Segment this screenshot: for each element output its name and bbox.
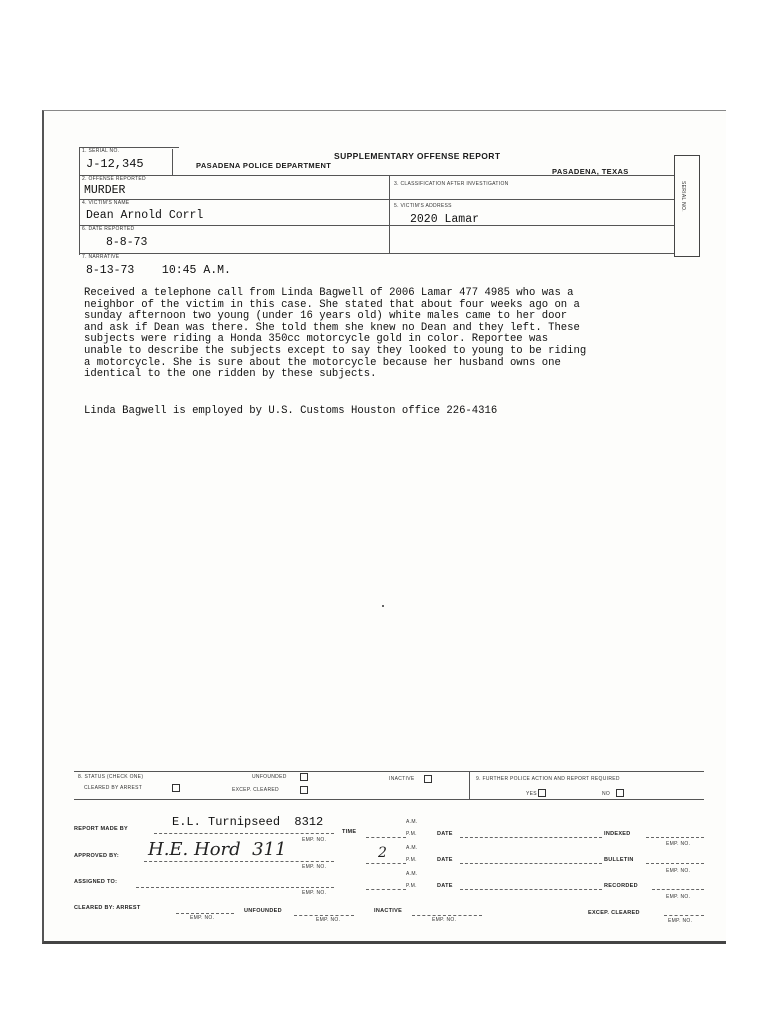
cleared-by-label: CLEARED BY: ARREST [74, 905, 141, 911]
time-pm-2: P.M. [406, 857, 417, 863]
time-am-2: A.M. [406, 845, 418, 851]
offense-value: MURDER [84, 184, 126, 197]
indexed-label: INDEXED [604, 831, 631, 837]
no-checkbox [616, 789, 624, 797]
date-reported-label: 6. DATE REPORTED [82, 226, 135, 232]
victim-address-label: 5. VICTIM'S ADDRESS [394, 203, 452, 209]
narrative-line: identical to the one ridden by these subjects. [84, 368, 377, 381]
emp-no-6: EMP. NO. [666, 894, 691, 900]
recorded-label: RECORDED [604, 883, 638, 889]
excep-cleared-checkbox [300, 786, 308, 794]
report-made-by-label: REPORT MADE BY [74, 826, 129, 832]
narrative-datetime: 8-13-73 10:45 A.M. [86, 264, 231, 277]
emp-no-1: EMP. NO. [302, 837, 327, 843]
narrative-line: a motorcycle. She is sure about the motorcycle because her husband owns one [84, 356, 561, 369]
narrative-line: unable to describe the subjects except to say they looked to young to be riding [84, 344, 587, 357]
status-inactive: INACTIVE [389, 776, 415, 782]
cleared-by-arrest-checkbox [172, 784, 180, 792]
status-cleared-by-arrest: CLEARED BY ARREST [84, 785, 143, 791]
report-made-by-value: E.L. Turnipseed 8312 [172, 815, 324, 829]
report-title: SUPPLEMENTARY OFFENSE REPORT [334, 151, 501, 161]
time-am-3: A.M. [406, 871, 418, 877]
further-action-label: 9. FURTHER POLICE ACTION AND REPORT REQUIRED [476, 776, 620, 782]
time-pm-1: P.M. [406, 831, 417, 837]
narrative-line: sunday afternoon two young (under 16 years old) white males came to her door [84, 310, 568, 323]
yes-checkbox [538, 789, 546, 797]
further-action-yes: YES [526, 791, 537, 797]
city-name: PASADENA, TEXAS [552, 167, 629, 176]
bulletin-label: BULLETIN [604, 857, 634, 863]
status-label: 8. STATUS (CHECK ONE) [78, 774, 144, 780]
serial-label: 1. SERIAL NO. [82, 148, 120, 154]
classification-label: 3. CLASSIFICATION AFTER INVESTIGATION [394, 181, 509, 187]
cleared-unfounded-label: UNFOUNDED [244, 908, 282, 914]
emp-no-3: EMP. NO. [302, 890, 327, 896]
narrative-line: neighbor of the victim in this case. She stated that about four weeks ago on a [84, 298, 580, 311]
date-label-1: DATE [437, 831, 453, 837]
inactive-checkbox [424, 775, 432, 783]
emp-no-4: EMP. NO. [666, 841, 691, 847]
victim-name-label: 4. VICTIM'S NAME [82, 200, 130, 206]
time-pm-3: P.M. [406, 883, 417, 889]
cleared-inactive-label: INACTIVE [374, 908, 403, 914]
scan-speck [382, 605, 384, 607]
victim-name-value: Dean Arnold Corrl [86, 209, 204, 222]
time-handwritten-mark: 2 [378, 845, 387, 861]
time-label: TIME [342, 829, 357, 835]
status-unfounded: UNFOUNDED [252, 774, 287, 780]
approved-by-signature: H.E. Hord 311 [148, 839, 287, 860]
narrative-line: subjects were riding a Honda 350cc motorcycle gold in color. Reportee was [84, 333, 549, 346]
emp-no-8: EMP. NO. [316, 917, 341, 923]
emp-no-10: EMP. NO. [668, 918, 693, 924]
offense-label: 2. OFFENSE REPORTED [82, 176, 146, 182]
narrative-label: 7. NARRATIVE [82, 254, 120, 260]
emp-no-5: EMP. NO. [666, 868, 691, 874]
time-am-1: A.M. [406, 819, 418, 825]
narrative-paragraph-1 [84, 288, 684, 381]
narrative-line: and ask if Dean was there. She told them she knew no Dean and they left. These [84, 321, 580, 334]
unfounded-checkbox [300, 773, 308, 781]
status-excep-cleared: EXCEP. CLEARED [232, 787, 279, 793]
victim-address-value: 2020 Lamar [410, 213, 480, 226]
further-action-no: NO [602, 791, 611, 797]
serial-value: J-12,345 [86, 157, 144, 171]
emp-no-2: EMP. NO. [302, 864, 327, 870]
emp-no-9: EMP. NO. [432, 917, 457, 923]
assigned-to-label: ASSIGNED TO: [74, 879, 118, 885]
narrative-paragraph-2: Linda Bagwell is employed by U.S. Customs Houston office 226-4316 [84, 405, 498, 417]
report-form [42, 110, 726, 944]
serial-side-label: SERIAL NO. [680, 181, 686, 212]
narrative-line: Received a telephone call from Linda Bagwell of 2006 Lamar 477 4985 who was a [84, 287, 574, 299]
cleared-excep-label: EXCEP. CLEARED [588, 910, 640, 916]
approved-by-label: APPROVED BY: [74, 853, 120, 859]
date-label-2: DATE [437, 857, 453, 863]
date-reported-value: 8-8-73 [106, 236, 148, 249]
date-label-3: DATE [437, 883, 453, 889]
department-name: PASADENA POLICE DEPARTMENT [196, 161, 332, 170]
serial-side-box [674, 155, 700, 257]
emp-no-7: EMP. NO. [190, 915, 215, 921]
